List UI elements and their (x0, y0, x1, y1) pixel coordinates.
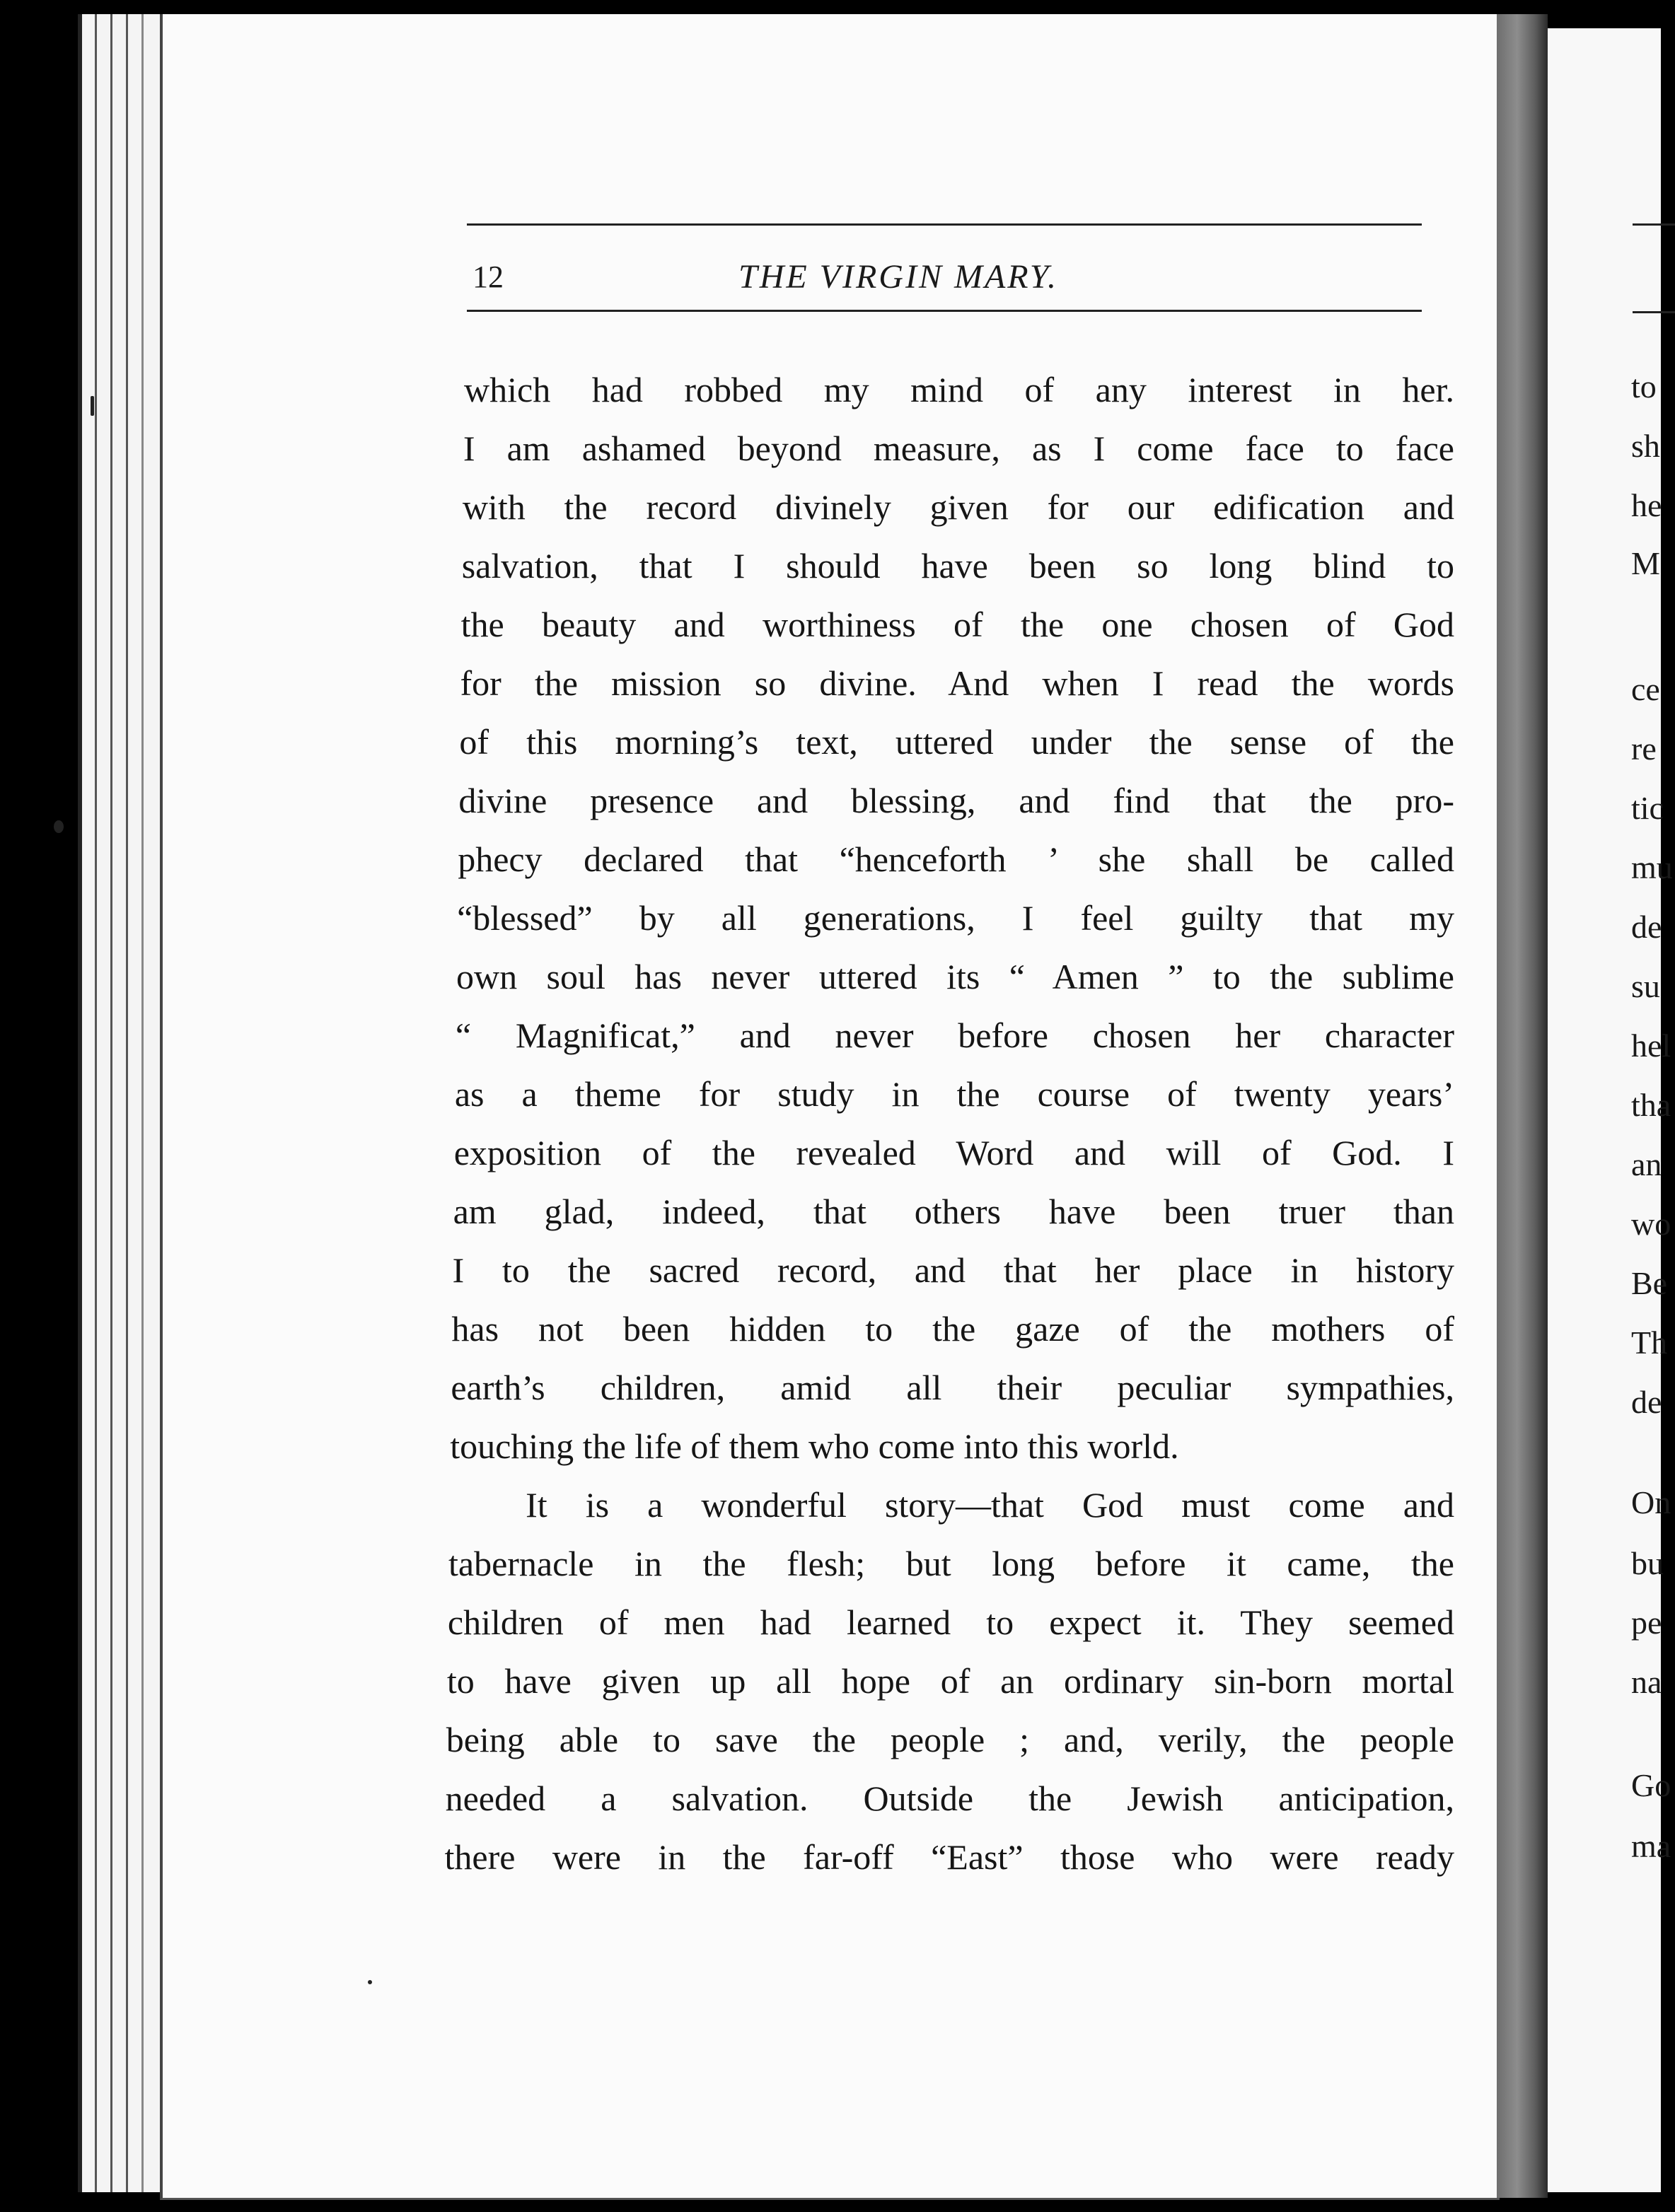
text-line: as a theme for study in the course of twenty years’ (454, 1074, 1454, 1114)
text-line: touching the life of them who come into this world. (450, 1426, 1179, 1466)
opposite-page-fragment: bu (1631, 1545, 1664, 1581)
opposite-page-fragment: pe (1631, 1605, 1662, 1641)
page-edge-line (95, 14, 97, 2192)
opposite-page-fragment: mu (1631, 849, 1673, 885)
page-edge-line (141, 14, 144, 2192)
text-line: earth’s children, amid all their peculiar sympathies, (451, 1368, 1454, 1407)
opposite-page (1548, 28, 1673, 2192)
text-line: exposition of the revealed Word and will of God. I (453, 1133, 1454, 1172)
opposite-page-fragment: tic (1631, 790, 1664, 826)
text-line: to have given up all hope of an ordinary sin-born mortal (446, 1661, 1454, 1701)
opposite-page-fragment: de (1631, 1384, 1662, 1420)
opposite-page-fragment: de (1631, 909, 1662, 945)
opposite-page-fragment: he (1631, 487, 1662, 523)
opposite-rule-top (1633, 223, 1675, 226)
opposite-page-fragment: tha (1631, 1087, 1671, 1123)
running-title: THE VIRGIN MARY. (738, 258, 1059, 296)
body-text (444, 361, 1454, 1887)
opposite-page-fragment: M (1631, 545, 1660, 581)
opposite-page-fragment: an (1631, 1146, 1662, 1182)
book-gutter-shadow (1497, 14, 1548, 2198)
opposite-page-fragment: ce (1631, 671, 1660, 707)
text-line: am glad, indeed, that others have been truer than (453, 1192, 1454, 1231)
text-line: “blessed” by all generations, I feel guilty that my (457, 898, 1454, 938)
text-line: I am ashamed beyond measure, as I come face to face (463, 429, 1454, 468)
text-line: “ Magnificat,” and never before chosen her character (455, 1015, 1454, 1055)
scan-speck (91, 396, 94, 416)
text-line: for the mission so divine. And when I read the words (460, 663, 1454, 703)
opposite-page-fragment: re (1631, 730, 1657, 767)
opposite-page-fragment: sh (1631, 428, 1660, 464)
text-line: salvation, that I should have been so long blind to (461, 546, 1454, 586)
opposite-rule-bottom (1633, 311, 1675, 313)
header-rule-top (467, 223, 1422, 226)
text-line: the beauty and worthiness of the one chosen of God (460, 605, 1454, 644)
text-line: It is a wonderful story—that God must come and (526, 1485, 1454, 1525)
opposite-page-fragment: wo (1631, 1206, 1671, 1242)
text-line: there were in the far-off “East” those who were ready (444, 1837, 1454, 1877)
text-line: own soul has never uttered its “ Amen ” to the sublime (456, 957, 1454, 996)
text-line: tabernacle in the flesh; but long before it came, the (448, 1544, 1454, 1583)
header-rule-bottom (467, 310, 1422, 312)
text-line: I to the sacred record, and that her place in history (452, 1250, 1454, 1290)
opposite-page-fragment: Be (1631, 1265, 1668, 1301)
scan-speck (368, 1980, 372, 1984)
text-line: phecy declared that “henceforth ’ she shall be called (458, 839, 1454, 879)
opposite-page-fragment: hel (1631, 1028, 1671, 1064)
text-line: which had robbed my mind of any interest in her. (464, 370, 1454, 409)
opposite-page-fragment: On (1631, 1484, 1671, 1520)
page-number: 12 (473, 260, 504, 294)
opposite-page-fragment: to (1631, 368, 1657, 404)
opposite-page-fragment: su (1631, 968, 1660, 1004)
text-line: children of men had learned to expect it. They seemed (447, 1602, 1454, 1642)
text-line: being able to save the people ; and, verily, the people (446, 1720, 1454, 1759)
opposite-page-fragment: Th (1631, 1325, 1668, 1361)
page-edge-line (110, 14, 112, 2192)
text-line: has not been hidden to the gaze of the mothers of (451, 1309, 1454, 1349)
page-edge-line (126, 14, 128, 2192)
text-line: needed a salvation. Outside the Jewish anticipation, (445, 1779, 1454, 1818)
text-line: divine presence and blessing, and find that the pro- (458, 781, 1454, 820)
opposite-page-fragment: na (1631, 1664, 1662, 1700)
scan-speck (54, 820, 64, 833)
opposite-page-fragment: ma (1631, 1828, 1671, 1864)
opposite-page-fragment: Go (1631, 1767, 1671, 1803)
text-line: with the record divinely given for our edification and (462, 487, 1454, 527)
text-line: of this morning’s text, uttered under the sense of the (459, 722, 1454, 762)
